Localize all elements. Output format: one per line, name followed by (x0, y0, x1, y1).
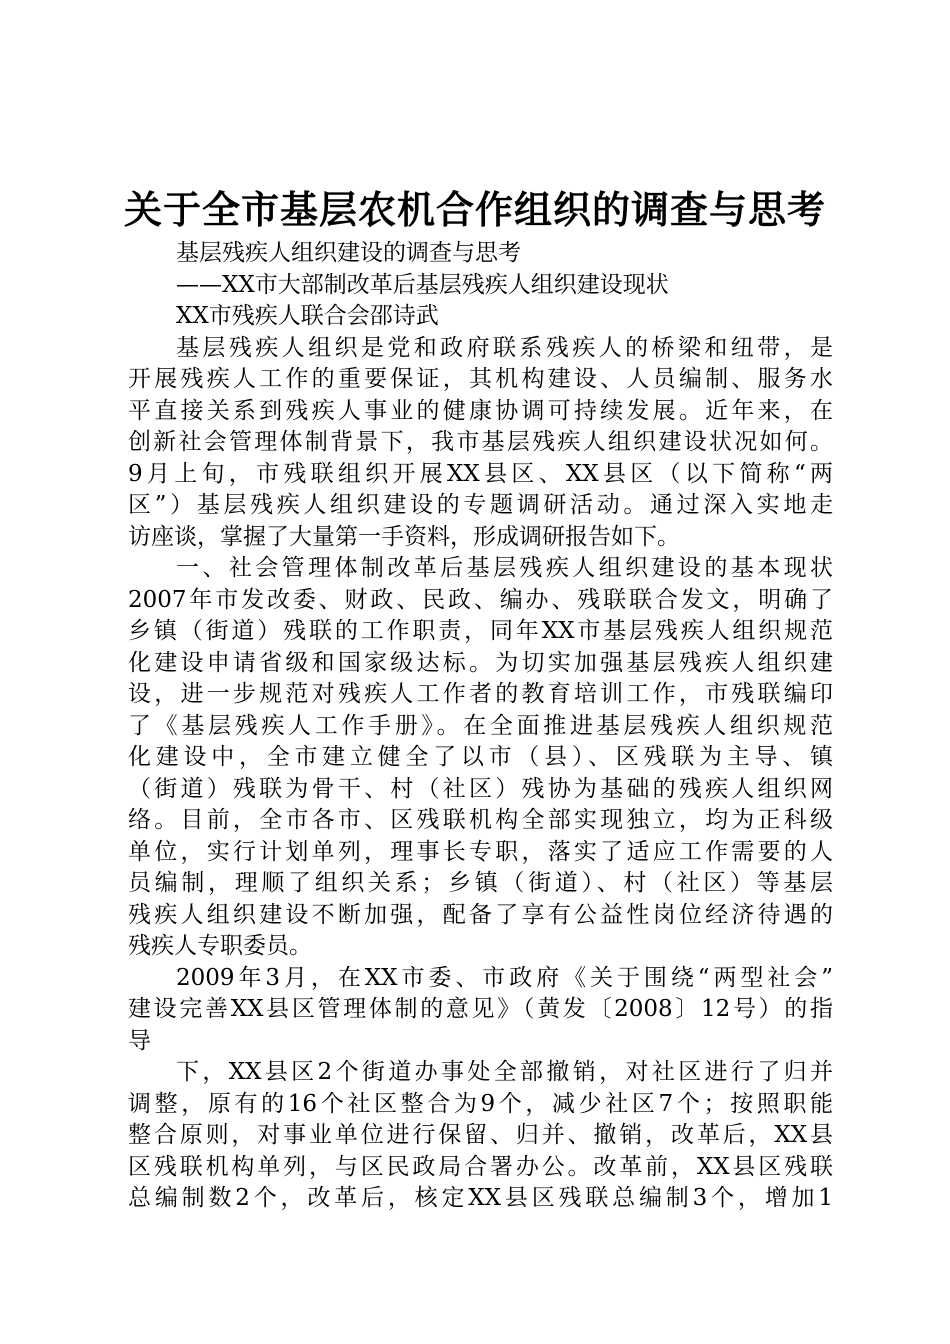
body-line: ——XX市大部制改革后基层残疾人组织建设现状 (176, 271, 669, 298)
body-line: 单位，实行计划单列，理事长专职，落实了适应工作需要的人 (128, 838, 833, 865)
body-line: 区”）基层残疾人组织建设的专题调研活动。通过深入实地走 (128, 492, 833, 518)
body-line: 化建设中，全市建立健全了以市（县）、区残联为主导、镇 (128, 744, 833, 770)
body-line: XX市残疾人联合会邵诗武 (176, 303, 439, 329)
body-line: 基层残疾人组织建设的调查与思考 (176, 240, 521, 266)
body-line: 调整，原有的16个社区整合为9个，减少社区7个；按照职能 (128, 1090, 833, 1117)
body-line: 残疾人专职委员。 (128, 933, 312, 959)
body-line: 导 (128, 1027, 151, 1054)
body-line: 创新社会管理体制背景下，我市基层残疾人组织建设状况如何。 (128, 429, 833, 455)
body-line: 2007年市发改委、财政、民政、编办、残联联合发文，明确了 (128, 586, 833, 613)
body-line: 下，XX县区2个街道办事处全部撤销，对社区进行了归并 (176, 1059, 833, 1085)
body-line: 总编制数2个，改革后，核定XX县区残联总编制3个，增加1 (128, 1185, 833, 1211)
body-line: 整合原则，对事业单位进行保留、归并、撤销，改革后，XX县 (128, 1122, 833, 1148)
body-line: 访座谈，掌握了大量第一手资料，形成调研报告如下。 (128, 523, 680, 550)
body-line: 基层残疾人组织是党和政府联系残疾人的桥梁和纽带，是 (176, 334, 833, 361)
body-line: 络。目前，全市各市、区残联机构全部实现独立，均为正科级 (128, 807, 833, 833)
body-line: 乡镇（街道）残联的工作职责，同年XX市基层残疾人组织规范 (128, 618, 833, 644)
body-line: 员编制，理顺了组织关系；乡镇（街道）、村（社区）等基层 (128, 870, 833, 896)
body-line: 了《基层残疾人工作手册》。在全面推进基层残疾人组织规范 (128, 712, 833, 739)
body-line: 残疾人组织建设不断加强，配备了享有公益性岗位经济待遇的 (128, 901, 833, 928)
body-line: 9月上旬，市残联组织开展XX县区、XX县区（以下简称“两 (128, 460, 833, 487)
body-line: 一、社会管理体制改革后基层残疾人组织建设的基本现状 (176, 555, 833, 581)
body-line: 平直接关系到残疾人事业的健康协调可持续发展。近年来，在 (128, 397, 833, 424)
body-line: 化建设申请省级和国家级达标。为切实加强基层残疾人组织建 (128, 649, 833, 676)
body-line: （街道）残联为骨干、村（社区）残协为基础的残疾人组织网 (128, 775, 833, 802)
body-line: 2009年3月，在XX市委、市政府《关于围绕“两型社会” (176, 964, 833, 991)
body-line: 开展残疾人工作的重要保证，其机构建设、人员编制、服务水 (128, 366, 833, 392)
body-line: 设，进一步规范对残疾人工作者的教育培训工作，市残联编印 (128, 681, 833, 707)
document-title: 关于全市基层农机合作组织的调查与思考 (123, 188, 826, 232)
body-line: 区残联机构单列，与区民政局合署办公。改革前，XX县区残联 (128, 1153, 833, 1180)
document-body (128, 238, 833, 1215)
body-line: 建设完善XX县区管理体制的意见》（黄发〔2008〕12号）的指 (128, 996, 833, 1022)
